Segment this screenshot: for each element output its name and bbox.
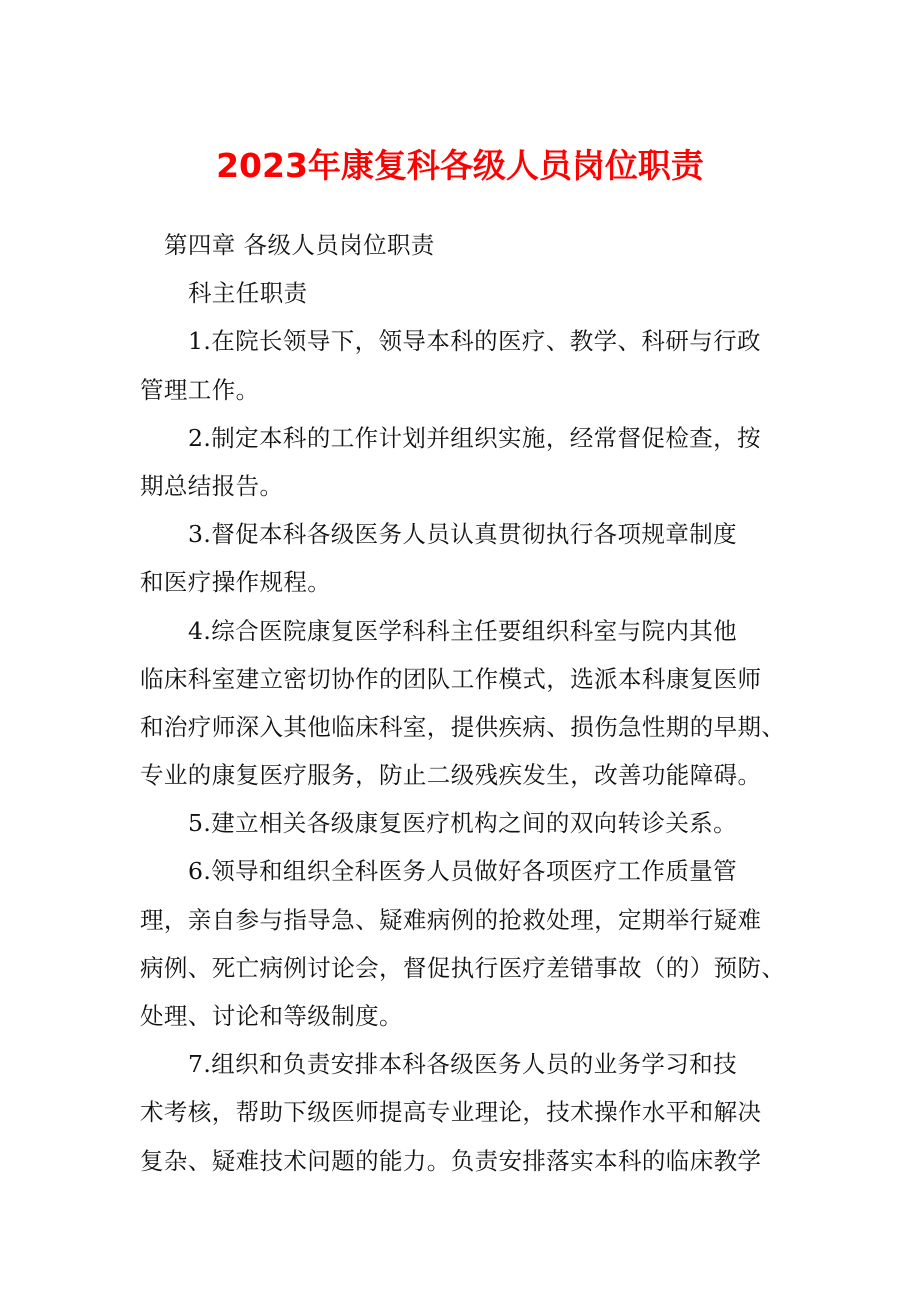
paragraph-line: 5.建立相关各级康复医疗机构之间的双向转诊关系。 xyxy=(188,809,738,838)
paragraph-line: 术考核，帮助下级医师提高专业理论，技术操作水平和解决 xyxy=(140,1098,762,1127)
paragraph-line: 病例、死亡病例讨论会，督促执行医疗差错事故（的）预防、 xyxy=(140,953,786,982)
paragraph-line: 期总结报告。 xyxy=(140,471,284,500)
paragraph-line: 和医疗操作规程。 xyxy=(140,568,332,597)
paragraph-line: 处理、讨论和等级制度。 xyxy=(140,1002,403,1030)
paragraph-2 xyxy=(140,414,792,510)
paragraph-line: 专业的康复医疗服务，防止二级残疾发生，改善功能障碍。 xyxy=(140,761,762,790)
paragraph-1 xyxy=(140,317,792,413)
paragraph-6 xyxy=(140,847,792,1040)
paragraph-4 xyxy=(140,607,792,800)
paragraph-3 xyxy=(140,510,792,606)
paragraph-line: 管理工作。 xyxy=(140,375,260,404)
chapter-heading: 第四章 各级人员岗位职责 xyxy=(164,231,435,259)
paragraph-line: 复杂、疑难技术问题的能力。负责安排落实本科的临床教学 xyxy=(140,1146,762,1175)
paragraph-line: 临床科室建立密切协作的团队工作模式，选派本科康复医师 xyxy=(140,664,762,693)
paragraph-line: 7.组织和负责安排本科各级医务人员的业务学习和技 xyxy=(188,1050,738,1079)
paragraph-line: 和治疗师深入其他临床科室，提供疾病、损伤急性期的早期、 xyxy=(140,712,786,741)
paragraph-line: 6.领导和组织全科医务人员做好各项医疗工作质量管 xyxy=(188,857,738,886)
paragraph-line: 2.制定本科的工作计划并组织实施，经常督促检查，按 xyxy=(188,423,761,452)
paragraph-line: 1.在院长领导下，领导本科的医疗、教学、科研与行政 xyxy=(188,327,761,356)
paragraph-7 xyxy=(140,1040,792,1185)
paragraph-line: 3.督促本科各级医务人员认真贯彻执行各项规章制度 xyxy=(188,520,738,549)
section-heading: 科主任职责 xyxy=(188,279,308,308)
paragraph-line: 4.综合医院康复医学科科主任要组织科室与院内其他 xyxy=(188,616,738,645)
paragraph-5 xyxy=(140,799,792,847)
document-body xyxy=(140,221,792,1185)
document-title: 2023年康复科各级人员岗位职责 xyxy=(216,146,704,185)
paragraph-line: 理，亲自参与指导急、疑难病例的抢救处理，定期举行疑难 xyxy=(140,905,762,934)
